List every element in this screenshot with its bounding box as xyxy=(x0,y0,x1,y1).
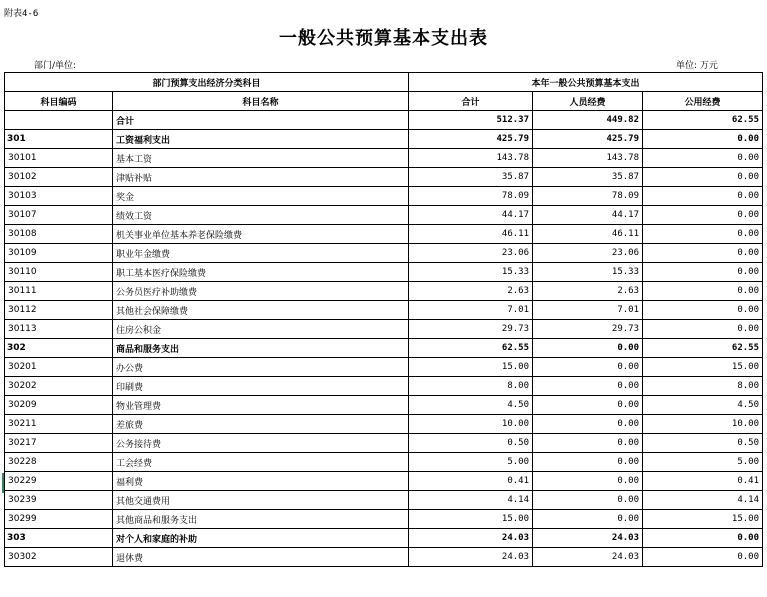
cell-public[interactable]: 0.00 xyxy=(643,282,763,301)
header-total[interactable]: 合计 xyxy=(409,92,533,111)
cell-total[interactable]: 4.50 xyxy=(409,396,533,415)
cell-total[interactable]: 29.73 xyxy=(409,320,533,339)
cell-public[interactable]: 15.00 xyxy=(643,358,763,377)
header-columns-row xyxy=(5,92,763,111)
header-personnel[interactable]: 人员经费 xyxy=(533,92,643,111)
department-label: 部门/单位: xyxy=(34,61,77,71)
table-row xyxy=(5,206,763,225)
cell-total[interactable]: 78.09 xyxy=(409,187,533,206)
cell-public[interactable]: 5.00 xyxy=(643,453,763,472)
cell-personnel[interactable]: 143.78 xyxy=(533,149,643,168)
cell-name[interactable]: 福利费 xyxy=(113,472,409,491)
attachment-number: 附表4-6 xyxy=(4,9,39,19)
cell-code[interactable]: 30111 xyxy=(5,282,113,301)
row-selection-marker xyxy=(2,473,4,493)
cell-public[interactable]: 0.00 xyxy=(643,168,763,187)
cell-code[interactable]: 30103 xyxy=(5,187,113,206)
cell-name[interactable]: 其他交通费用 xyxy=(113,491,409,510)
cell-personnel[interactable]: 0.00 xyxy=(533,453,643,472)
cell-name[interactable]: 职工基本医疗保险缴费 xyxy=(113,263,409,282)
cell-personnel[interactable]: 7.01 xyxy=(533,301,643,320)
cell-public[interactable]: 0.41 xyxy=(643,472,763,491)
cell-name[interactable]: 合计 xyxy=(113,111,409,130)
cell-personnel[interactable]: 0.00 xyxy=(533,510,643,529)
table-row xyxy=(5,130,763,149)
cell-name[interactable]: 差旅费 xyxy=(113,415,409,434)
cell-code[interactable]: 303 xyxy=(5,529,113,548)
cell-total[interactable]: 5.00 xyxy=(409,453,533,472)
table-row xyxy=(5,529,763,548)
table-row xyxy=(5,168,763,187)
cell-code[interactable]: 30107 xyxy=(5,206,113,225)
cell-personnel[interactable]: 0.00 xyxy=(533,339,643,358)
cell-name[interactable]: 印刷费 xyxy=(113,377,409,396)
cell-total[interactable]: 46.11 xyxy=(409,225,533,244)
cell-public[interactable]: 4.14 xyxy=(643,491,763,510)
table-row xyxy=(5,244,763,263)
cell-personnel[interactable]: 46.11 xyxy=(533,225,643,244)
cell-public[interactable]: 0.00 xyxy=(643,130,763,149)
table-row xyxy=(5,339,763,358)
cell-name[interactable]: 对个人和家庭的补助 xyxy=(113,529,409,548)
header-group-row xyxy=(5,73,763,92)
cell-code[interactable]: 30299 xyxy=(5,510,113,529)
cell-code[interactable]: 30211 xyxy=(5,415,113,434)
cell-personnel[interactable]: 24.03 xyxy=(533,548,643,567)
cell-code[interactable]: 30110 xyxy=(5,263,113,282)
cell-public[interactable]: 0.50 xyxy=(643,434,763,453)
expenditure-table xyxy=(4,72,763,567)
cell-public[interactable]: 0.00 xyxy=(643,225,763,244)
cell-code[interactable]: 30229 xyxy=(5,472,113,491)
cell-code[interactable]: 30109 xyxy=(5,244,113,263)
cell-public[interactable]: 0.00 xyxy=(643,529,763,548)
cell-code[interactable]: 30102 xyxy=(5,168,113,187)
cell-public[interactable]: 0.00 xyxy=(643,301,763,320)
cell-code[interactable]: 30217 xyxy=(5,434,113,453)
header-group-right[interactable]: 本年一般公共预算基本支出 xyxy=(409,73,763,92)
table-row xyxy=(5,453,763,472)
cell-total[interactable]: 0.41 xyxy=(409,472,533,491)
cell-personnel[interactable]: 449.82 xyxy=(533,111,643,130)
header-public[interactable]: 公用经费 xyxy=(643,92,763,111)
table-row xyxy=(5,225,763,244)
cell-public[interactable]: 62.55 xyxy=(643,111,763,130)
cell-personnel[interactable]: 0.00 xyxy=(533,434,643,453)
cell-total[interactable]: 62.55 xyxy=(409,339,533,358)
cell-total[interactable]: 425.79 xyxy=(409,130,533,149)
cell-public[interactable]: 0.00 xyxy=(643,263,763,282)
cell-total[interactable]: 44.17 xyxy=(409,206,533,225)
cell-public[interactable]: 0.00 xyxy=(643,149,763,168)
cell-personnel[interactable]: 23.06 xyxy=(533,244,643,263)
table-row xyxy=(5,282,763,301)
cell-personnel[interactable]: 35.87 xyxy=(533,168,643,187)
cell-code[interactable]: 30101 xyxy=(5,149,113,168)
cell-total[interactable]: 8.00 xyxy=(409,377,533,396)
cell-personnel[interactable]: 0.00 xyxy=(533,396,643,415)
cell-code[interactable]: 30108 xyxy=(5,225,113,244)
cell-total[interactable]: 23.06 xyxy=(409,244,533,263)
cell-personnel[interactable]: 0.00 xyxy=(533,358,643,377)
cell-public[interactable]: 0.00 xyxy=(643,206,763,225)
cell-public[interactable]: 0.00 xyxy=(643,548,763,567)
table-row xyxy=(5,548,763,567)
cell-public[interactable]: 15.00 xyxy=(643,510,763,529)
table-row xyxy=(5,491,763,510)
cell-total[interactable]: 15.00 xyxy=(409,358,533,377)
cell-code[interactable] xyxy=(5,111,113,130)
cell-name[interactable]: 物业管理费 xyxy=(113,396,409,415)
cell-name[interactable]: 公务接待费 xyxy=(113,434,409,453)
cell-personnel[interactable]: 0.00 xyxy=(533,491,643,510)
cell-public[interactable]: 4.50 xyxy=(643,396,763,415)
table-row xyxy=(5,510,763,529)
cell-code[interactable]: 30239 xyxy=(5,491,113,510)
cell-code[interactable]: 30201 xyxy=(5,358,113,377)
cell-name[interactable]: 住房公积金 xyxy=(113,320,409,339)
table-row xyxy=(5,434,763,453)
cell-personnel[interactable]: 29.73 xyxy=(533,320,643,339)
cell-public[interactable]: 0.00 xyxy=(643,244,763,263)
cell-public[interactable]: 0.00 xyxy=(643,187,763,206)
cell-total[interactable]: 512.37 xyxy=(409,111,533,130)
cell-code[interactable]: 30228 xyxy=(5,453,113,472)
cell-personnel[interactable]: 425.79 xyxy=(533,130,643,149)
cell-personnel[interactable]: 78.09 xyxy=(533,187,643,206)
cell-code[interactable]: 30202 xyxy=(5,377,113,396)
header-name[interactable]: 科目名称 xyxy=(113,92,409,111)
table-row xyxy=(5,415,763,434)
cell-public[interactable]: 10.00 xyxy=(643,415,763,434)
cell-code[interactable]: 302 xyxy=(5,339,113,358)
table-row xyxy=(5,301,763,320)
table-row xyxy=(5,396,763,415)
cell-personnel[interactable]: 0.00 xyxy=(533,415,643,434)
cell-name[interactable]: 奖金 xyxy=(113,187,409,206)
cell-total[interactable]: 24.03 xyxy=(409,548,533,567)
header-code[interactable]: 科目编码 xyxy=(5,92,113,111)
cell-name[interactable]: 办公费 xyxy=(113,358,409,377)
page-title: 一般公共预算基本支出表 xyxy=(279,28,488,49)
cell-code[interactable]: 30113 xyxy=(5,320,113,339)
cell-public[interactable]: 8.00 xyxy=(643,377,763,396)
table-row xyxy=(5,149,763,168)
cell-total[interactable]: 2.63 xyxy=(409,282,533,301)
cell-code[interactable]: 301 xyxy=(5,130,113,149)
cell-personnel[interactable]: 24.03 xyxy=(533,529,643,548)
table-row xyxy=(5,320,763,339)
unit-label: 单位: 万元 xyxy=(676,61,718,71)
table-row xyxy=(5,187,763,206)
cell-personnel[interactable]: 44.17 xyxy=(533,206,643,225)
table-row xyxy=(5,263,763,282)
cell-total[interactable]: 10.00 xyxy=(409,415,533,434)
cell-name[interactable]: 工资福利支出 xyxy=(113,130,409,149)
header-group-left[interactable]: 部门预算支出经济分类科目 xyxy=(5,73,409,92)
cell-total[interactable]: 4.14 xyxy=(409,491,533,510)
cell-personnel[interactable]: 0.00 xyxy=(533,377,643,396)
cell-total[interactable]: 24.03 xyxy=(409,529,533,548)
cell-total[interactable]: 15.33 xyxy=(409,263,533,282)
cell-name[interactable]: 津贴补贴 xyxy=(113,168,409,187)
cell-name[interactable]: 公务员医疗补助缴费 xyxy=(113,282,409,301)
cell-name[interactable]: 基本工资 xyxy=(113,149,409,168)
cell-name[interactable]: 退休费 xyxy=(113,548,409,567)
cell-personnel[interactable]: 0.00 xyxy=(533,472,643,491)
cell-public[interactable]: 62.55 xyxy=(643,339,763,358)
cell-name[interactable]: 商品和服务支出 xyxy=(113,339,409,358)
table-row xyxy=(5,377,763,396)
cell-personnel[interactable]: 2.63 xyxy=(533,282,643,301)
cell-name[interactable]: 绩效工资 xyxy=(113,206,409,225)
cell-code[interactable]: 30209 xyxy=(5,396,113,415)
table-row xyxy=(5,111,763,130)
cell-total[interactable]: 35.87 xyxy=(409,168,533,187)
cell-total[interactable]: 15.00 xyxy=(409,510,533,529)
cell-name[interactable]: 其他商品和服务支出 xyxy=(113,510,409,529)
cell-personnel[interactable]: 15.33 xyxy=(533,263,643,282)
cell-name[interactable]: 其他社会保障缴费 xyxy=(113,301,409,320)
cell-total[interactable]: 0.50 xyxy=(409,434,533,453)
cell-name[interactable]: 职业年金缴费 xyxy=(113,244,409,263)
cell-public[interactable]: 0.00 xyxy=(643,320,763,339)
cell-total[interactable]: 143.78 xyxy=(409,149,533,168)
cell-code[interactable]: 30302 xyxy=(5,548,113,567)
table-row xyxy=(5,358,763,377)
table-row xyxy=(5,472,763,491)
cell-name[interactable]: 机关事业单位基本养老保险缴费 xyxy=(113,225,409,244)
cell-total[interactable]: 7.01 xyxy=(409,301,533,320)
cell-code[interactable]: 30112 xyxy=(5,301,113,320)
cell-name[interactable]: 工会经费 xyxy=(113,453,409,472)
